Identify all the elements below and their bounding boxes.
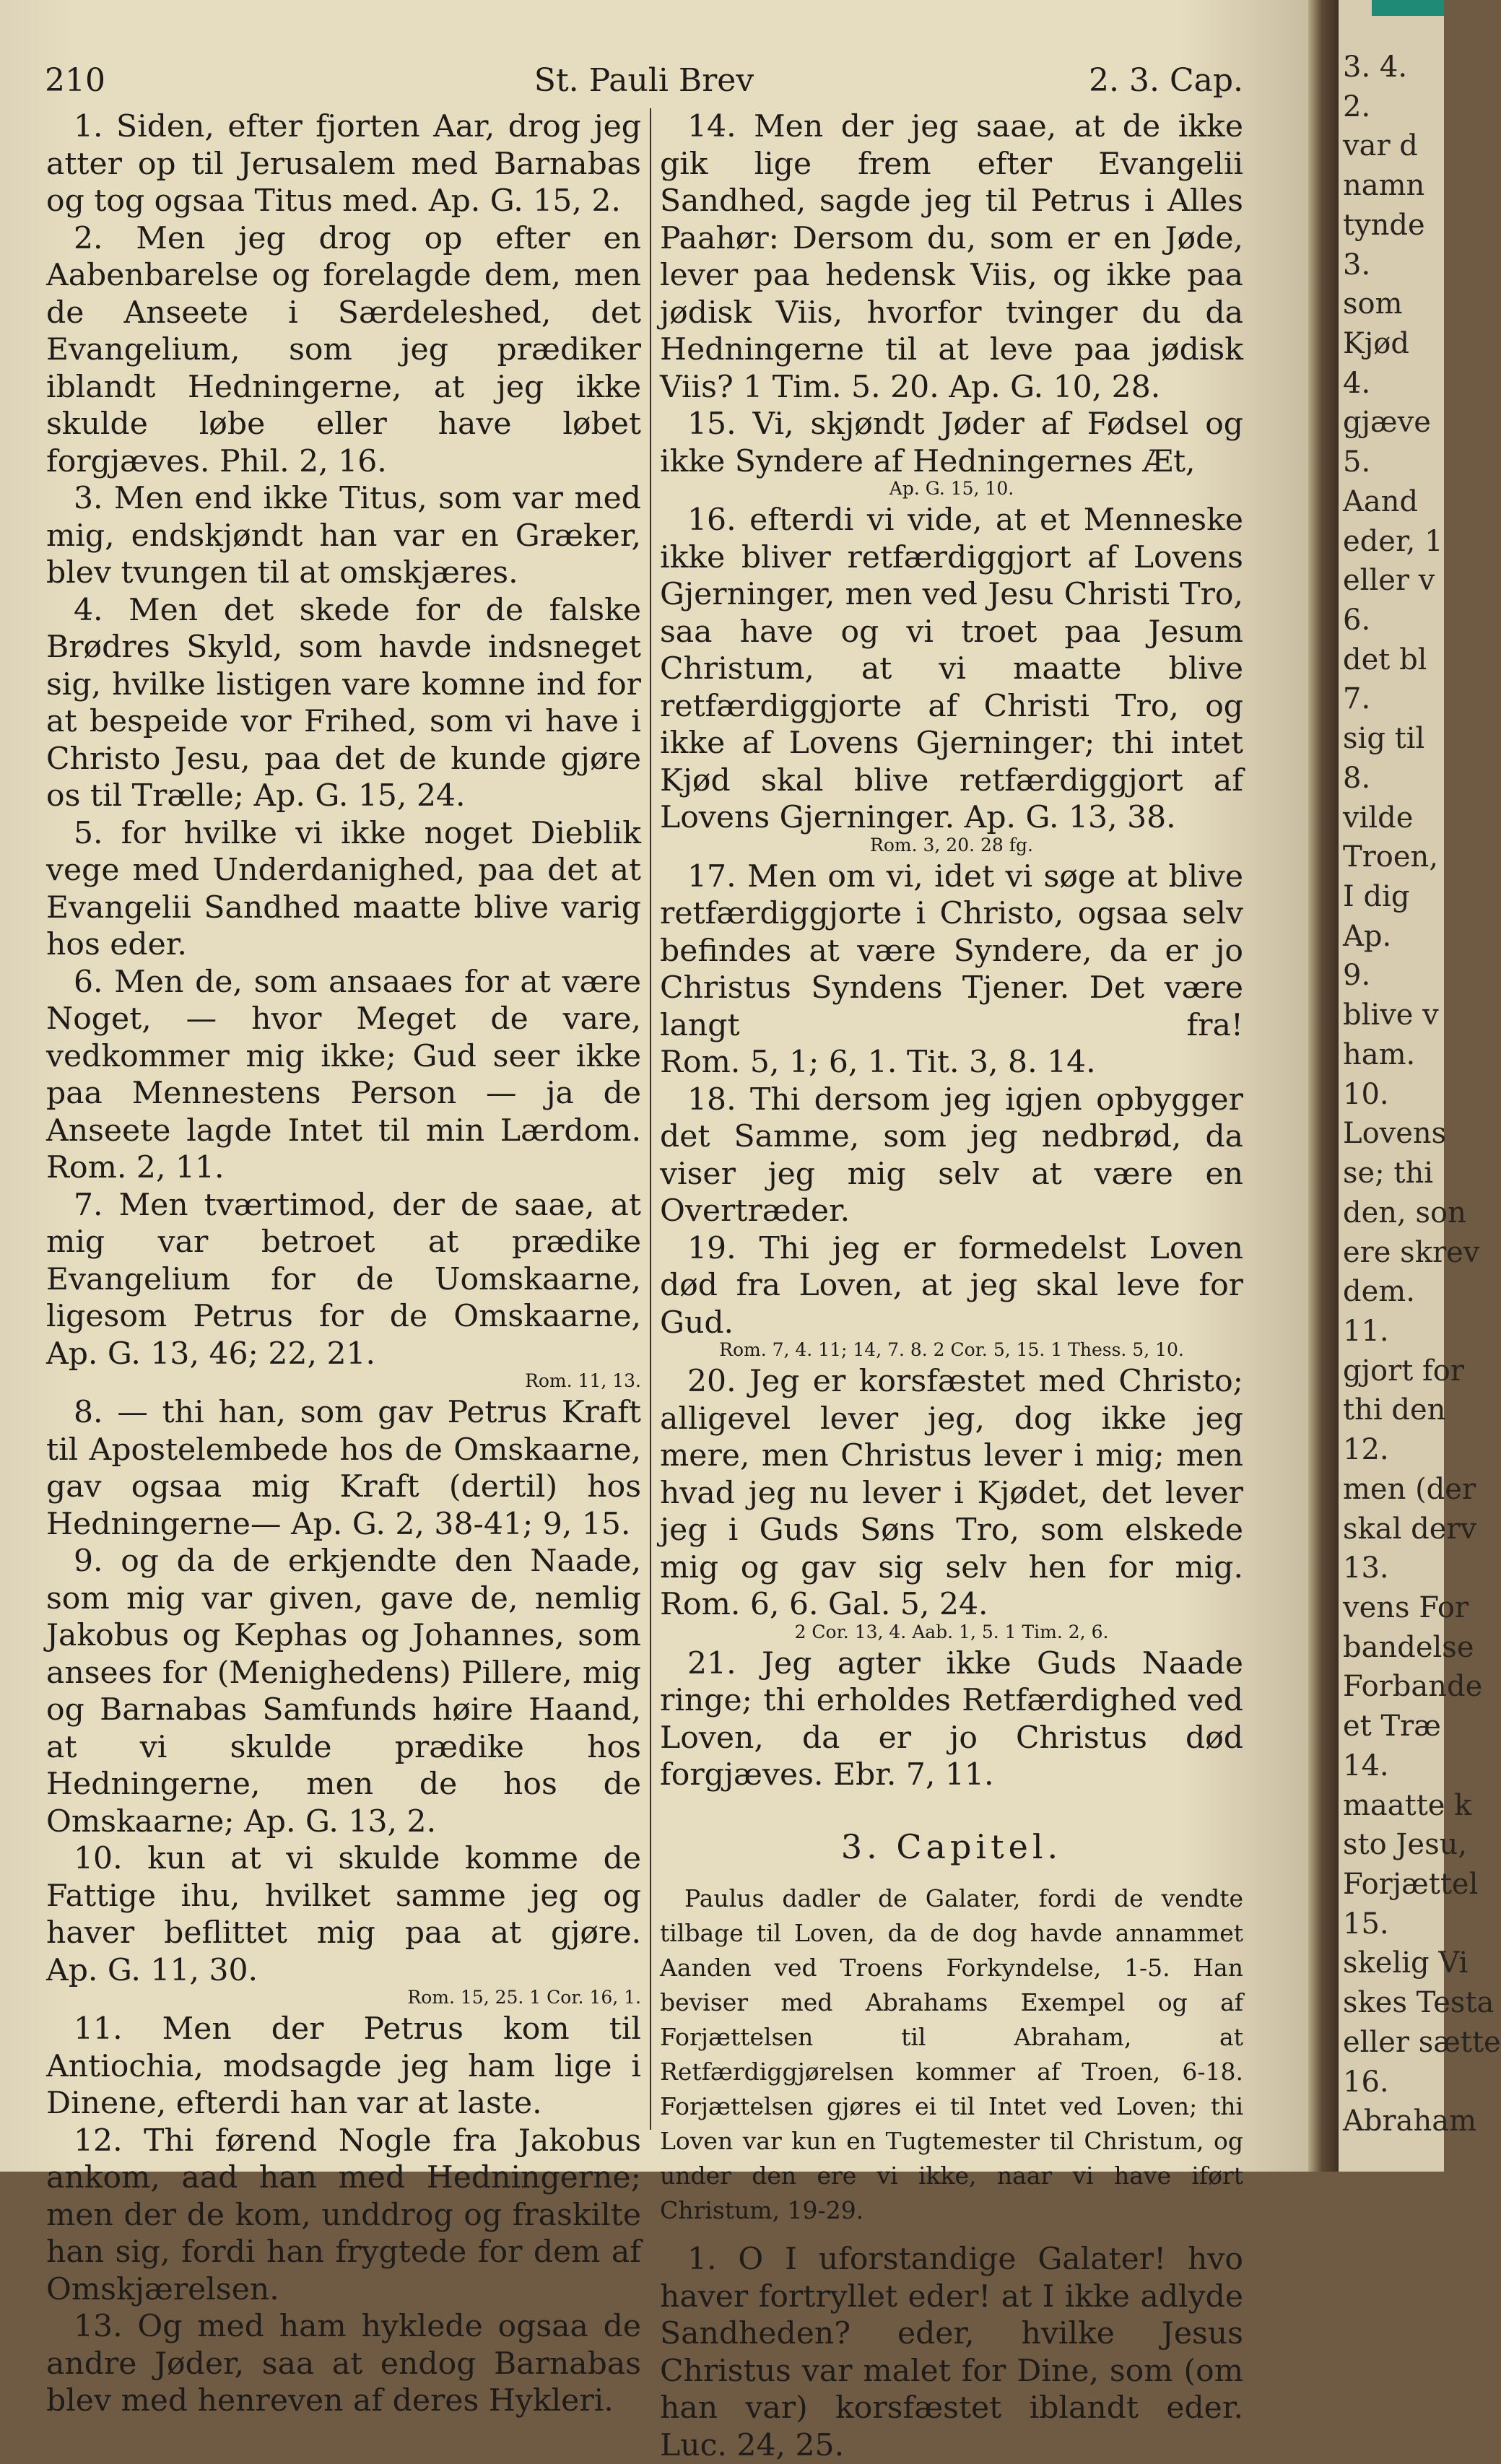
verse-text: 5. for hvilke vi ikke noget Dieblik vege med Underdanighed, paa det at Evangelii Sandhed maatte blive varig hos eder. xyxy=(46,815,641,962)
facing-page-edge xyxy=(1339,0,1501,2172)
verse xyxy=(660,502,1243,837)
facing-page-fragment: den, son xyxy=(1343,1196,1466,1229)
facing-page-fragment: blive v xyxy=(1343,998,1439,1032)
verse xyxy=(46,480,641,592)
facing-page-fragment: 14. xyxy=(1343,1749,1389,1782)
facing-page-fragment: Abraham xyxy=(1343,2104,1476,2138)
facing-page-fragment: Troen, xyxy=(1343,840,1439,874)
facing-page-fragment: vilde xyxy=(1343,801,1414,835)
verse xyxy=(46,2123,641,2309)
verse xyxy=(660,858,1243,1081)
verse xyxy=(660,1230,1243,1342)
facing-page-fragment: skal derv xyxy=(1343,1512,1477,1546)
chapter-heading: 3. Capitel. xyxy=(840,1827,1063,1866)
facing-page-fragment: sto Jesu, xyxy=(1343,1828,1468,1862)
facing-page-fragment: 13. xyxy=(1343,1551,1389,1585)
verse-reference: Ap. G. 13, 2. xyxy=(244,1803,437,1840)
verse xyxy=(660,2241,1243,2464)
facing-page-fragment: bandelse xyxy=(1343,1630,1474,1664)
facing-page-fragment: 2. xyxy=(1343,90,1371,123)
verse-reference: Luc. 24, 25. xyxy=(660,2427,845,2463)
verse xyxy=(46,1187,641,1373)
facing-page-fragment: se; thi xyxy=(1343,1157,1434,1190)
right-column xyxy=(660,108,1243,2464)
verse xyxy=(46,1840,641,1989)
verse-reference: Ap. G. 15, 2. xyxy=(428,183,621,219)
verse xyxy=(660,1363,1243,1624)
facing-page-fragment: 4. xyxy=(1343,366,1371,400)
chapter-summary: Paulus dadler de Galater, fordi de vendte tilbage til Loven, da de dog havde annammet Aanden ved Troens Forkyndelse, 1-5. Han beviser med Abrahams Exempel og af Forjættelsen til Abraham, at Retfærdiggjørelsen kommer af Troen, 6-18. Forjættelsen gjøres ei til Intet ved Loven; thi Loven var kun en Tugtemester til Christum, og under den ere vi ikke, naar vi have iført Christum, 19-29. xyxy=(660,1884,1243,2224)
facing-page-fragment: dem. xyxy=(1343,1275,1415,1309)
binding-cloth xyxy=(1372,0,1444,16)
facing-page-fragment: 3. xyxy=(1343,248,1371,282)
verse-text: 10. kun at vi skulde komme de Fattige ihu, hvilket samme jeg og haver beflittet mig paa at gjøre. xyxy=(46,1841,641,1951)
verse-text: 6. Men de, som ansaaes for at være Noget, — hvor Meget de vare, vedkommer mig ikke; Gud seer ikke paa Mennestens Person — ja de Anseete lagde Intet til min Lærdom. xyxy=(46,964,641,1149)
cross-reference: Rom. 11, 13. xyxy=(525,1370,641,1391)
verse-reference: Rom. 6, 6. Gal. 5, 24. xyxy=(660,1587,988,1622)
verse-reference: Ap. G. 11, 30. xyxy=(46,1952,258,1988)
facing-page-fragment: eller sætte xyxy=(1343,2025,1501,2059)
left-column xyxy=(46,108,641,2420)
facing-page-fragment: maatte k xyxy=(1343,1788,1472,1822)
verse-text: 15. Vi, skjøndt Jøder af Fødsel og ikke Syndere af Hedningernes Æt, xyxy=(660,406,1243,479)
cross-reference: Rom. 7, 4. 11; 14, 7. 8. 2 Cor. 5, 15. 1 Thess. 5, 10. xyxy=(719,1339,1184,1360)
verse-reference: Rom. 2, 11. xyxy=(46,1150,225,1185)
facing-page-fragment: 8. xyxy=(1343,761,1371,795)
verse xyxy=(46,815,641,964)
facing-page-fragment: 7. xyxy=(1343,682,1371,716)
verse-text: 9. og da de erkjendte den Naade, som mig var given, gave de, nemlig Jakobus og Kephas og Johannes, som ansees for (Menighedens) Pillere, mig og Barnabas Samfunds høire Haand, at vi skulde prædike hos Hedningerne, men de hos de Omskaarne; xyxy=(46,1544,641,1840)
verse xyxy=(660,1645,1243,1794)
verse xyxy=(46,1394,641,1543)
facing-page-fragment: som xyxy=(1343,287,1403,321)
verse-text: 18. Thi dersom jeg igjen opbygger det Samme, som jeg nedbrød, da viser jeg mig selv at være en Overtræder. xyxy=(660,1081,1243,1229)
verse-text: 8. — thi han, som gav Petrus Kraft til Apostelembede hos de Omskaarne, gav ogsaa mig Kraft (dertil) hos Hedningerne— xyxy=(46,1395,641,1542)
column-divider xyxy=(650,108,651,2130)
right-column-verses xyxy=(660,108,1243,1794)
verse-text: 21. Jeg agter ikke Guds Naade ringe; thi erholdes Retfærdighed ved Loven, da er jo Christus død forgjæves. xyxy=(660,1645,1243,1793)
facing-page-fragment: 12. xyxy=(1343,1433,1389,1467)
running-title: St. Pauli Brev xyxy=(534,62,754,99)
facing-page-fragment: eder, 1 xyxy=(1343,524,1443,558)
verse xyxy=(46,220,641,481)
verse-text: 14. Men der jeg saae, at de ikke gik lige frem efter Evangelii Sandhed, sagde jeg til Petrus i Alles Paahør: Dersom du, som er en Jøde, lever paa hedensk Viis, og ikke paa jødisk Viis, hvorfor tvinger du da Hedningerne til at leve paa jødisk Viis? xyxy=(660,109,1243,405)
facing-page-fragment: Aand xyxy=(1343,484,1419,518)
facing-page-fragment: Forbande xyxy=(1343,1670,1483,1704)
verse-text: 11. Men der Petrus kom til Antiochia, modsagde jeg ham lige i Dinene, efterdi han var at laste. xyxy=(46,2011,641,2121)
facing-page-fragment: namn xyxy=(1343,169,1425,203)
verse xyxy=(46,592,641,815)
verse-reference: Ap. G. 2, 38-41; 9, 15. xyxy=(290,1506,631,1542)
verse-text: 19. Thi jeg er formedelst Loven død fra Loven, at jeg skal leve for Gud. xyxy=(660,1230,1243,1341)
running-head xyxy=(45,62,1243,105)
facing-page-fragment: ere skrev xyxy=(1343,1235,1480,1269)
verse xyxy=(46,108,641,220)
verse-text: 17. Men om vi, idet vi søge at blive retfærdiggjorte i Christo, ogsaa selv befindes at være Syndere, da er jo Christus Syndens Tjener. Det være langt fra! xyxy=(660,858,1243,1043)
verse-reference: Ap. G. 15, 24. xyxy=(253,778,466,814)
verse-text: 4. Men det skede for de falske Brødres Skyld, som havde indsneget sig, hvilke listigen vare komne ind for at bespeide vor Frihed, som vi have i Christo Jesu, paa det de kunde gjøre os til Trælle; xyxy=(46,592,641,814)
facing-page-fragment: tynde xyxy=(1343,208,1425,242)
facing-page-fragment: skelig Vi xyxy=(1343,1946,1469,1980)
facing-page-fragment: 16. xyxy=(1343,2065,1389,2099)
facing-page-fragment: 10. xyxy=(1343,1077,1389,1111)
cross-reference: 2 Cor. 13, 4. Aab. 1, 5. 1 Tim. 2, 6. xyxy=(794,1621,1109,1642)
verse xyxy=(46,2308,641,2420)
cross-reference: Ap. G. 15, 10. xyxy=(889,478,1014,499)
verse-text: 2. Men jeg drog op efter en Aabenbarelse og forelagde dem, men de Anseete i Særdeleshed, det Evangelium, som jeg prædiker iblandt Hedningerne, at jeg ikke skulde løbe eller have løbet forgjæves. xyxy=(46,220,641,479)
book-gutter xyxy=(1308,0,1339,2172)
cross-reference: Rom. 3, 20. 28 fg. xyxy=(870,834,1033,856)
verse xyxy=(660,406,1243,480)
facing-page-fragment: 15. xyxy=(1343,1907,1389,1941)
verse xyxy=(46,964,641,1187)
facing-page-fragment: Forjættel xyxy=(1343,1867,1479,1901)
verse xyxy=(46,2011,641,2123)
facing-page-fragment: et Træ xyxy=(1343,1710,1441,1743)
verse-reference: Rom. 5, 1; 6, 1. Tit. 3, 8. 14. xyxy=(660,1045,1096,1080)
facing-page-fragment: thi den xyxy=(1343,1393,1446,1427)
facing-page-fragment: eller v xyxy=(1343,564,1435,598)
verse-reference: Ap. G. 13, 46; 22, 21. xyxy=(46,1336,376,1372)
verse-text: 3. Men end ikke Titus, som var med mig, endskjøndt han var en Græker, blev tvungen til at omskjæres. xyxy=(46,481,641,591)
facing-page-fragment: Kjød xyxy=(1343,327,1409,361)
cross-reference: Rom. 15, 25. 1 Cor. 16, 1. xyxy=(407,1987,641,2008)
verse xyxy=(660,108,1243,406)
verse-text: 12. Thi førend Nogle fra Jakobus ankom, aad han med Hedningerne; men der de kom, unddrog og fraskilte han sig, fordi han frygtede for dem af Omskjærelsen. xyxy=(46,2123,641,2307)
facing-page-fragment: sig til xyxy=(1343,722,1425,756)
facing-page-fragment: 3. 4. xyxy=(1343,51,1408,84)
facing-page-fragment: gjæve xyxy=(1343,406,1431,440)
facing-page-fragment: 6. xyxy=(1343,604,1371,637)
facing-page-fragment: 9. xyxy=(1343,959,1371,993)
verse xyxy=(660,1081,1243,1230)
facing-page-fragment: det bl xyxy=(1343,643,1427,676)
facing-page-fragment: gjort for xyxy=(1343,1354,1465,1388)
verse-reference: Ap. G. 13, 38. xyxy=(964,800,1176,835)
facing-page-fragment: men (der xyxy=(1343,1472,1476,1506)
verse-text: 16. efterdi vi vide, at et Menneske ikke bliver retfærdiggjort af Lovens Gjerninger, men ved Jesu Christi Tro, saa have og vi troet paa Jesum Christum, at vi maatte blive retfærdiggjorte af Christi Tro, og ikke af Lovens Gjerninger; thi intet Kjød skal blive retfærdiggjort af Lovens Gjerninger. xyxy=(660,502,1243,835)
chapter-reference: 2. 3. Cap. xyxy=(1089,62,1243,99)
facing-page-fragment: skes Testa xyxy=(1343,1986,1495,2020)
verse xyxy=(46,1543,641,1840)
facing-page-fragment: Ap. xyxy=(1343,919,1392,953)
facing-page-fragment: ham. xyxy=(1343,1037,1416,1071)
verse-text: 7. Men tværtimod, der de saae, at mig var betroet at prædike Evangelium for de Uomskaarne, ligesom Petrus for de Omskaarne, xyxy=(46,1187,641,1334)
verse-text: 1. Siden, efter fjorten Aar, drog jeg atter op til Jerusalem med Barnabas og tog ogsaa Titus med. xyxy=(46,109,641,219)
facing-page-fragment: 5. xyxy=(1343,445,1371,479)
facing-page-fragment: Lovens xyxy=(1343,1117,1447,1151)
verse-reference: Ebr. 7, 11. xyxy=(832,1757,994,1793)
facing-page-fragment: vens For xyxy=(1343,1590,1469,1624)
verse-text: 13. Og med ham hyklede ogsaa de andre Jøder, saa at endog Barnabas blev med henreven af deres Hykleri. xyxy=(46,2309,641,2419)
facing-page-fragment: 11. xyxy=(1343,1314,1389,1348)
facing-page-fragment: var d xyxy=(1343,129,1418,163)
verse-text: 1. O I uforstandige Galater! hvo haver fortryllet eder! at I ikke adlyde Sandheden? eder, hvilke Jesus Christus var malet for Dine, som (om han var) korsfæstet iblandt eder. xyxy=(660,2242,1243,2426)
facing-page-fragment: I dig xyxy=(1343,880,1410,914)
verse-text: 20. Jeg er korsfæstet med Christo; alligevel lever jeg, dog ikke jeg mere, men Christus lever i mig; men hvad jeg nu lever i Kjødet, det lever jeg i Guds Søns Tro, som elskede mig og gav sig selv hen for mig. xyxy=(660,1364,1243,1585)
page-number: 210 xyxy=(45,62,105,99)
verse-reference: 1 Tim. 5. 20. Ap. G. 10, 28. xyxy=(743,369,1161,405)
verse-reference: Phil. 2, 16. xyxy=(219,443,387,479)
